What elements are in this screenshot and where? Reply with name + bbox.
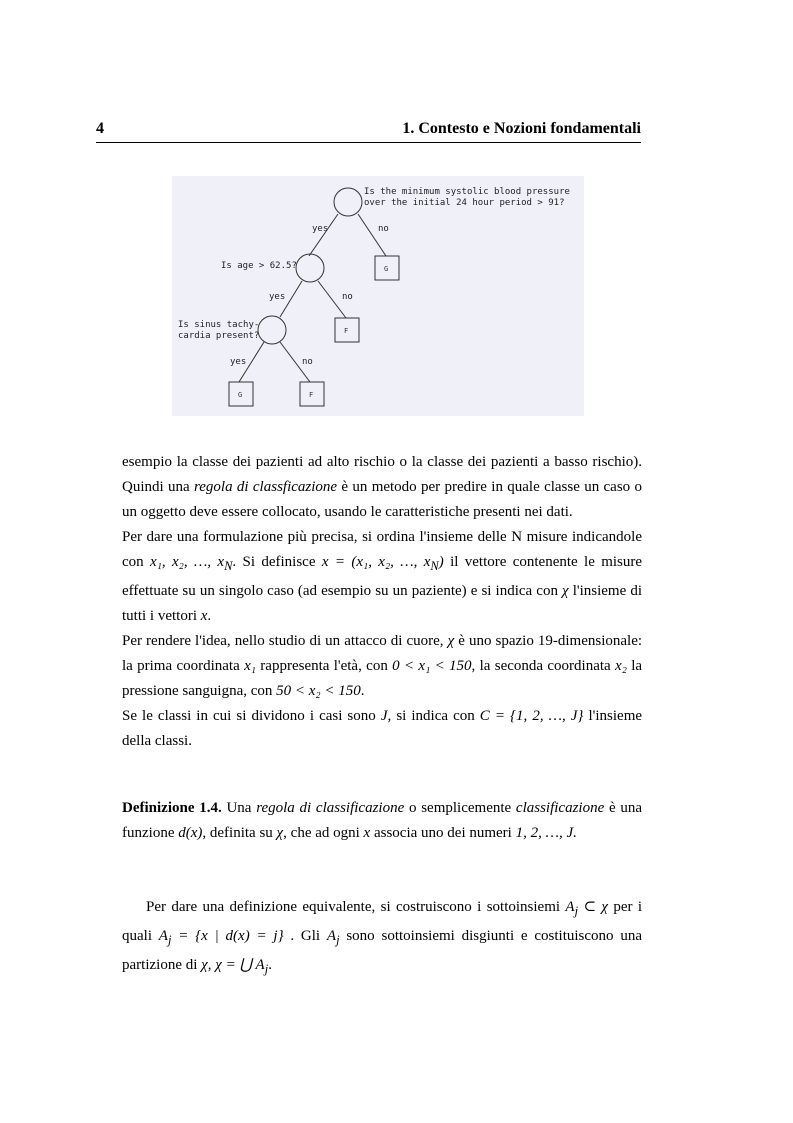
text-span: è uno spazio 19-dimensionale: la prima coordinata (122, 633, 643, 674)
text-span: l'insieme della classi. (122, 708, 643, 749)
text-span: sono sottoinsiemi disgiunti e costituiscono una partizione di (122, 928, 642, 973)
text-dot: . (268, 957, 272, 973)
math-x: x (363, 825, 371, 841)
paragraph-formulation (122, 525, 642, 629)
label-no-age: no (342, 292, 353, 302)
text-span: è una funzione (122, 800, 643, 841)
decision-tree-figure (172, 176, 584, 416)
leaf-f-1-label: F (344, 327, 349, 335)
label-yes-root: yes (312, 224, 329, 234)
math-numbers: 1, 2, …, J. (515, 825, 577, 841)
text-span: rappresenta l'età, con (260, 658, 388, 674)
math-sub-j: j (167, 933, 172, 947)
label-yes-age: yes (269, 292, 286, 302)
text-span: , definita su (202, 825, 273, 841)
math-vector: x = (x₁, x₂, …, x (321, 554, 431, 570)
text-span: Una (226, 800, 252, 816)
label-no-sinus: no (302, 357, 313, 367)
label-yes-sinus: yes (230, 357, 247, 367)
main-text-block (122, 450, 642, 754)
leaf-g-2-label: G (238, 391, 243, 399)
math-chi: χ (447, 633, 455, 649)
text-span: o semplicemente (408, 800, 512, 816)
text-dot: . (207, 608, 212, 624)
math-inline (321, 554, 444, 573)
math-Aj (326, 928, 340, 947)
question-sinus-line2: cardia present? (178, 331, 260, 341)
question-sinus-line1: Is sinus tachy- (178, 320, 260, 330)
math-subset: ⊂ χ (583, 899, 608, 915)
text-span: Per dare una formulazione più precisa, si ordina l'insieme delle N misure indicandole con (122, 529, 642, 570)
question-root-line1: Is the minimum systolic blood pressure (364, 187, 570, 197)
paragraph-partition (122, 895, 642, 982)
text-comma: , (207, 957, 212, 973)
text-span: la pressione sanguigna, con (122, 658, 643, 699)
definition-block (122, 796, 642, 846)
paragraph-classification-intro (122, 450, 642, 525)
text-span: associa uno dei numeri (373, 825, 512, 841)
text-span: . Si definisce (232, 554, 316, 570)
math-chi: χ (562, 583, 569, 599)
text-span: Se le classi in cui si dividono i casi sono (122, 708, 376, 724)
math-range-age: 0 < x₁ < 150 (392, 658, 472, 674)
math-chi: χ (201, 957, 208, 973)
text-span: , la seconda coordinata (471, 658, 611, 674)
text-span: Per dare una definizione equivalente, si costruiscono i sottoinsiemi (146, 899, 561, 915)
math-A: A (565, 899, 575, 915)
question-age: Is age > 62.5? (221, 261, 297, 271)
node-root (334, 188, 362, 216)
math-set-def: = {x | d(x) = j} (178, 928, 284, 944)
text-span: è un metodo per predire in quale classe un caso o un oggetto deve essere collocato, usando le caratteristiche presenti nei dati. (122, 479, 643, 520)
math-x2: x₂ (615, 658, 627, 674)
emph-classification: classificazione (515, 800, 605, 816)
running-header (96, 120, 641, 143)
partition-block (122, 895, 642, 982)
page-number: 4 (96, 120, 104, 137)
math-vars: x₁, x₂, …, x (150, 554, 225, 570)
math-x: x (200, 608, 208, 624)
edge-root-yes (309, 214, 338, 256)
decision-tree-svg (172, 176, 584, 416)
math-chi: χ (276, 825, 284, 841)
math-J: J (380, 708, 388, 724)
text-span: , che ad ogni (283, 825, 360, 841)
math-A: A (158, 928, 168, 944)
leaf-g-1-label: G (384, 265, 389, 273)
definition-label: Definizione 1.4. (122, 800, 222, 816)
text-span: esempio la classe dei pazienti ad alto rischio o la classe dei pazienti a basso rischio). Quindi una (122, 454, 642, 495)
math-sub: N (430, 559, 439, 573)
text-span: per i quali (122, 899, 643, 944)
math-sub-j: j (264, 962, 269, 976)
emph-classification-rule: regola di classficazione (193, 479, 338, 495)
math-A: A (255, 957, 265, 973)
math-Aj (255, 957, 269, 976)
math-union: χ = ⋃ (215, 957, 252, 973)
node-age (296, 254, 324, 282)
edge-root-no (358, 214, 386, 256)
question-root-line2: over the initial 24 hour period > 91? (364, 198, 565, 208)
emph-classification-rule: regola di classificazione (256, 800, 405, 816)
text-span: , si indica con (387, 708, 475, 724)
text-span: il vettore contenente le misure effettuate su un singolo caso (ad esempio su un paziente) e si indica con (122, 554, 643, 599)
text-span: Per rendere l'idea, nello studio di un attacco di cuore, (122, 633, 444, 649)
math-class-set: C = {1, 2, …, J} (479, 708, 584, 724)
paragraph-classes (122, 704, 642, 754)
math-Aj (158, 928, 172, 947)
math-inline (150, 554, 233, 573)
math-x1: x₁ (244, 658, 256, 674)
text-span: l'insieme di tutti i vettori (122, 583, 642, 624)
label-no-root: no (378, 224, 389, 234)
node-sinus (258, 316, 286, 344)
text-dot: . (360, 683, 365, 699)
math-sub: N (224, 559, 233, 573)
math-A: A (326, 928, 337, 944)
text-span: . Gli (290, 928, 321, 944)
math-paren: ) (438, 554, 444, 570)
definition-1-4 (122, 796, 642, 846)
math-sub-j: j (336, 933, 340, 947)
math-range-pressure: 50 < x₂ < 150 (276, 683, 361, 699)
math-dx: d(x) (178, 825, 203, 841)
math-sub-j: j (574, 904, 579, 918)
math-Aj (565, 899, 579, 918)
paragraph-heart-attack-example (122, 629, 642, 704)
leaf-f-2-label: F (309, 391, 314, 399)
chapter-title: 1. Contesto e Nozioni fondamentali (402, 120, 641, 137)
